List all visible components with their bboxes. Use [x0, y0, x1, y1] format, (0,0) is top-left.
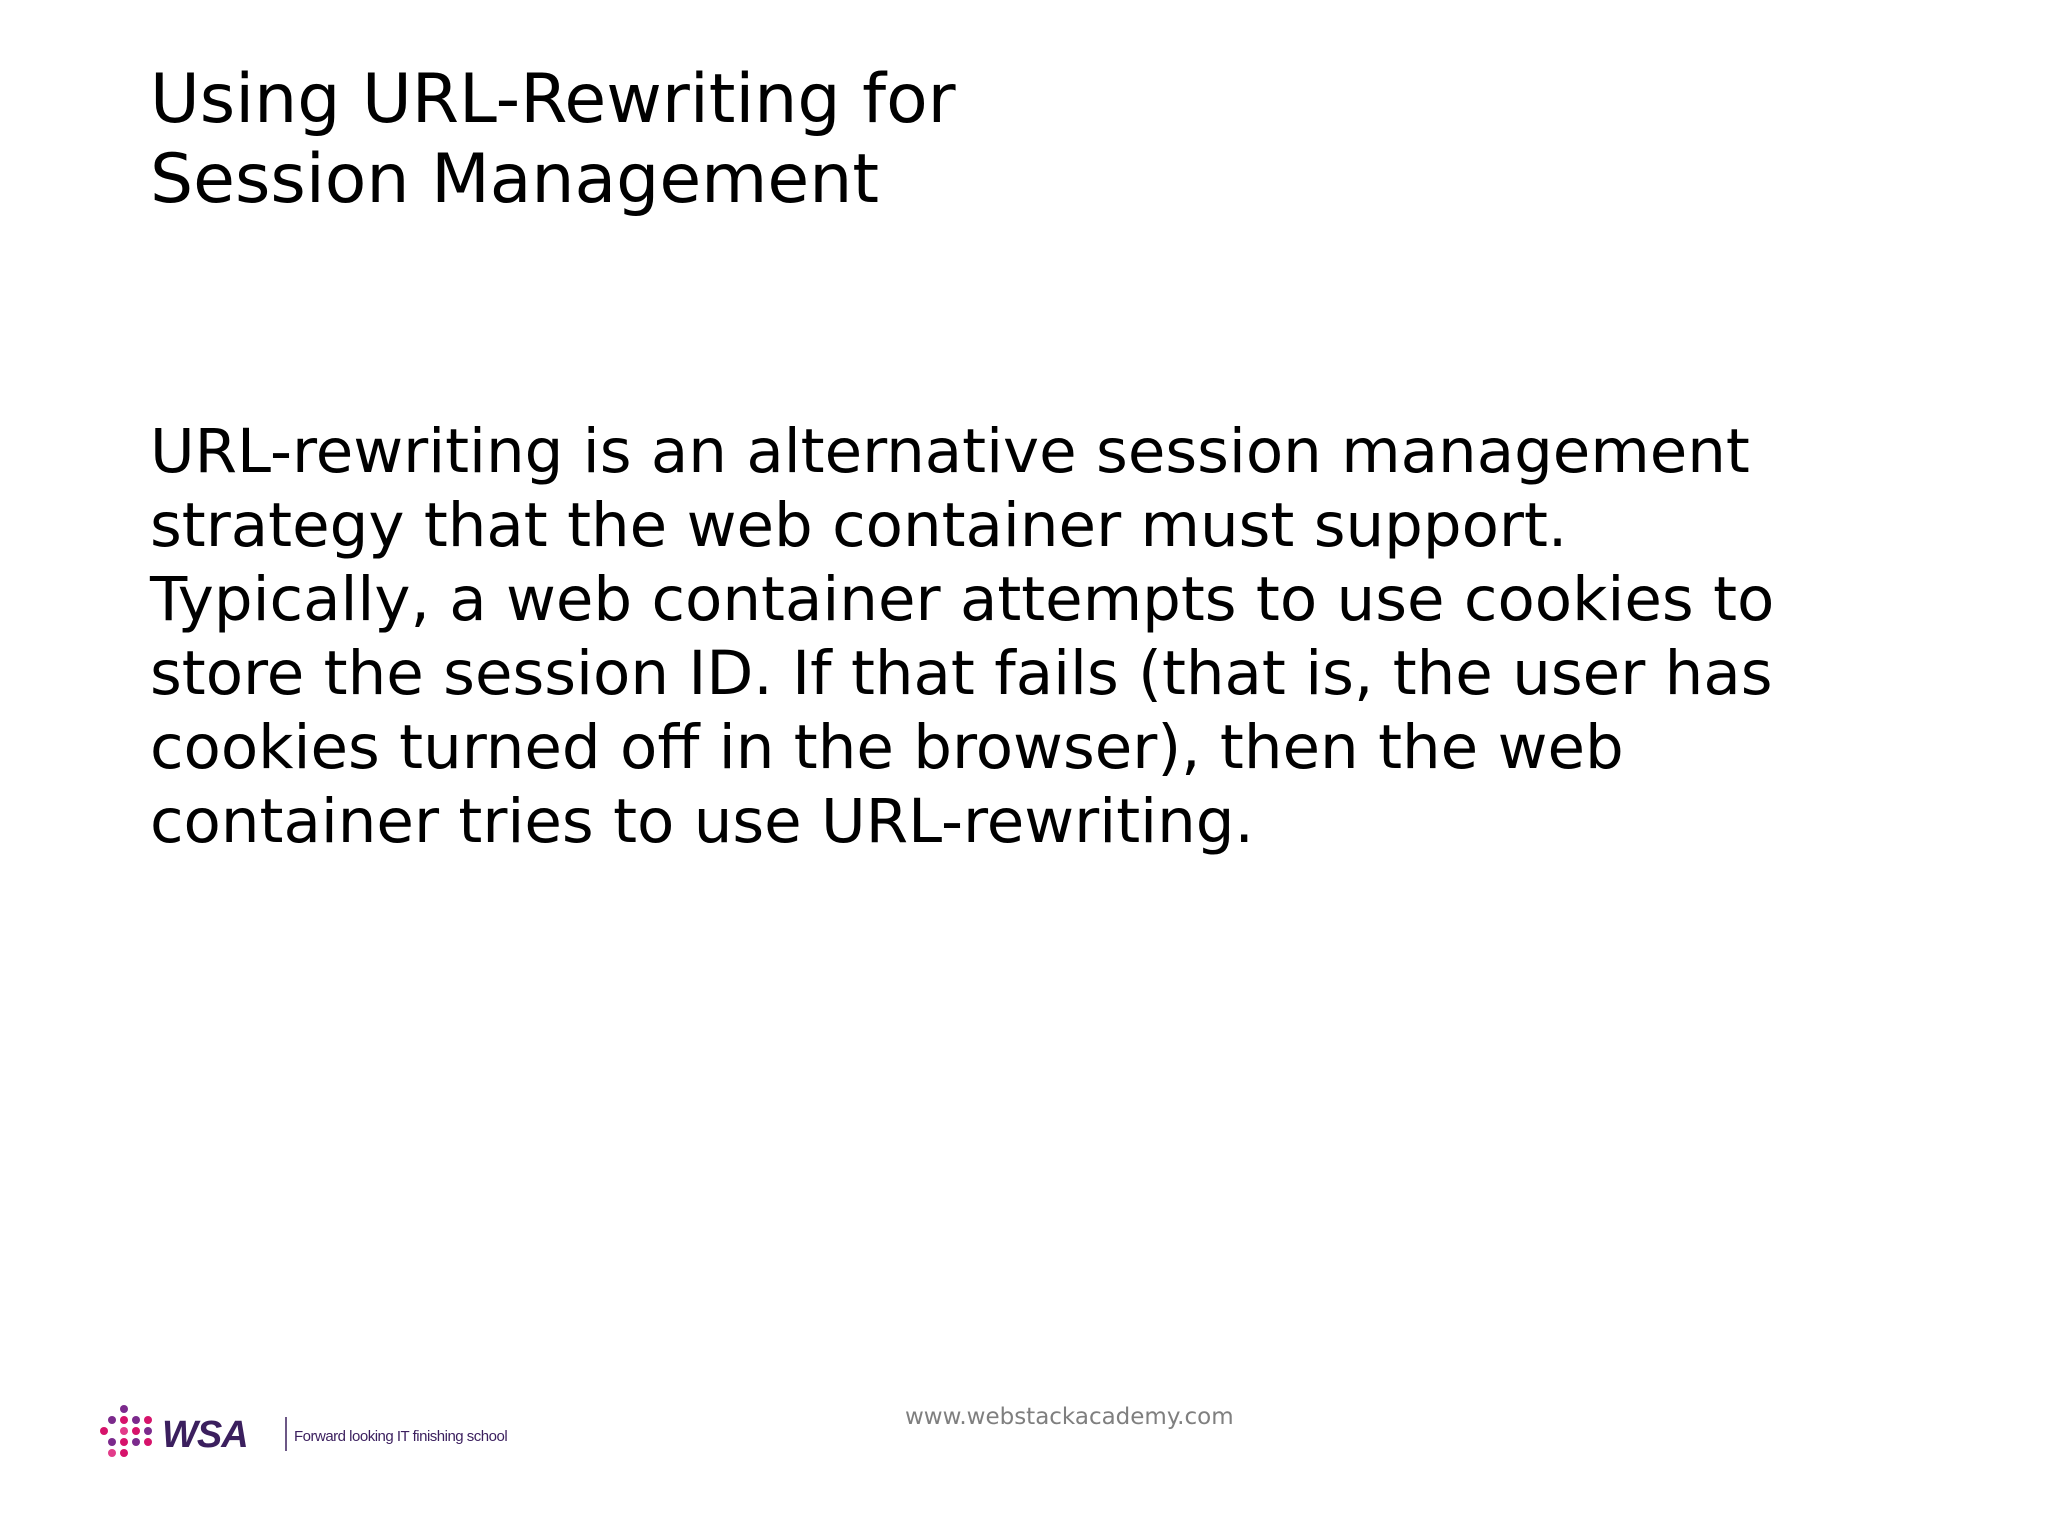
- logo-dot: [132, 1416, 140, 1424]
- logo-dot: [144, 1427, 152, 1435]
- logo-dot: [132, 1438, 140, 1446]
- footer-url: www.webstackacademy.com: [905, 1404, 1234, 1430]
- wsa-logo-graphic: [100, 1403, 540, 1473]
- body-line: store the session ID. If that fails (that is, the user has: [150, 638, 1773, 709]
- logo-dot: [100, 1427, 108, 1435]
- body-line: cookies turned off in the browser), then the web: [150, 712, 1624, 783]
- logo-dot: [132, 1427, 140, 1435]
- logo-dot: [120, 1438, 128, 1446]
- logo-dot: [120, 1416, 128, 1424]
- wsa-logo: [100, 1403, 540, 1473]
- logo-dot: [108, 1449, 116, 1457]
- logo-dot: [120, 1405, 128, 1413]
- slide-title-line: Session Management: [150, 140, 880, 219]
- body-line: URL-rewriting is an alternative session management: [150, 416, 1750, 487]
- logo-dot: [120, 1449, 128, 1457]
- slide-body: [150, 415, 1930, 859]
- logo-dot: [144, 1438, 152, 1446]
- logo-dot: [144, 1416, 152, 1424]
- slide-title-line: Using URL-Rewriting for: [150, 60, 956, 139]
- slide-title: [150, 60, 1650, 220]
- logo-dot: [108, 1438, 116, 1446]
- dot-grid-icon: [100, 1405, 152, 1457]
- logo-dot: [120, 1427, 128, 1435]
- logo-wordmark: WSA: [162, 1414, 248, 1456]
- body-line: container tries to use URL-rewriting.: [150, 786, 1254, 857]
- logo-tagline: Forward looking IT finishing school: [294, 1428, 508, 1445]
- body-line: strategy that the web container must support.: [150, 490, 1568, 561]
- body-line: Typically, a web container attempts to use cookies to: [150, 564, 1775, 635]
- logo-dot: [108, 1416, 116, 1424]
